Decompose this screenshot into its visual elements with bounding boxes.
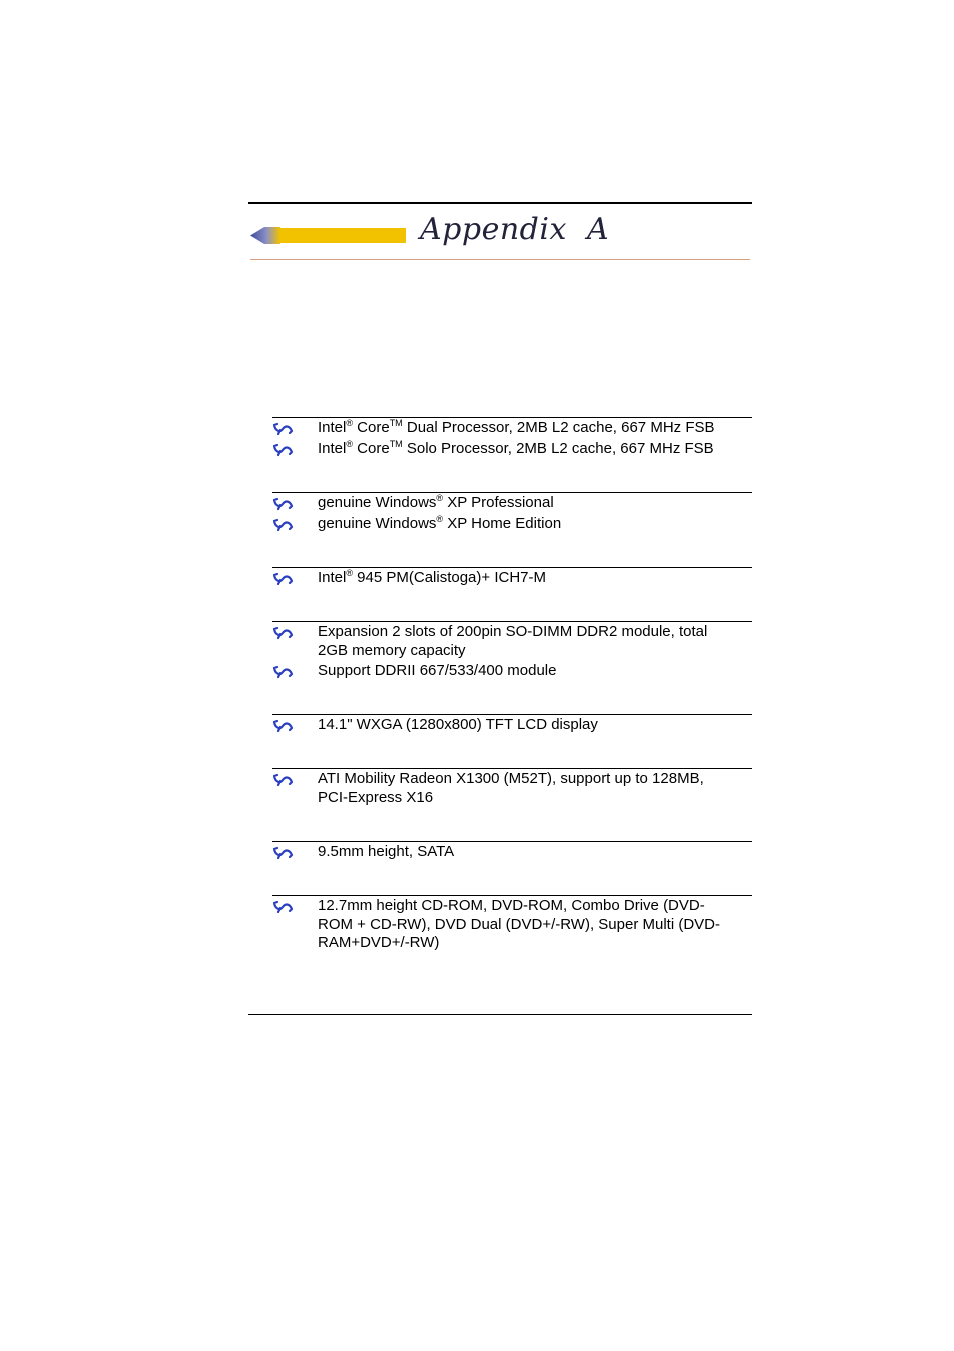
- processor-item-solo: Intel® Core™ Solo Processor, 2MB L2 cache, 667 MHz FSB: [318, 439, 714, 457]
- hdd-item: 9.5mm height, SATA: [318, 843, 455, 860]
- section-rule: [272, 492, 752, 493]
- swirl-bullet-icon: [272, 626, 294, 640]
- optical-item: 12.7mm height CD-ROM, DVD-ROM, Combo Drive (DVD- ROM + CD-RW), DVD Dual (DVD+/-RW), Super Multi (DVD- RAM+DVD+/-RW): [318, 897, 720, 951]
- appendix-title: Appendix A: [420, 212, 610, 247]
- bottom-rule: [248, 1014, 752, 1015]
- video-item: ATI Mobility Radeon X1300 (M52T), support up to 128MB, PCI-Express X16: [318, 770, 704, 806]
- swirl-bullet-icon: [272, 443, 294, 457]
- swirl-bullet-icon: [272, 572, 294, 586]
- section-rule: [272, 714, 752, 715]
- swirl-bullet-icon: [272, 422, 294, 436]
- swirl-bullet-icon: [272, 497, 294, 511]
- memory-item-expansion: Expansion 2 slots of 200pin SO-DIMM DDR2 module, total 2GB memory capacity: [318, 623, 708, 659]
- header-underline: [250, 259, 750, 260]
- swirl-bullet-icon: [272, 900, 294, 914]
- display-item: 14.1" WXGA (1280x800) TFT LCD display: [318, 716, 598, 733]
- top-rule: [248, 202, 752, 204]
- section-rule: [272, 621, 752, 622]
- swirl-bullet-icon: [272, 846, 294, 860]
- yellow-arrow-bar-icon: [250, 226, 406, 245]
- section-rule: [272, 417, 752, 418]
- memory-item-support: Support DDRII 667/533/400 module: [318, 662, 557, 679]
- swirl-bullet-icon: [272, 665, 294, 679]
- os-item-professional: genuine Windows® XP Professional: [318, 493, 554, 511]
- section-rule: [272, 895, 752, 896]
- swirl-bullet-icon: [272, 773, 294, 787]
- swirl-bullet-icon: [272, 518, 294, 532]
- swirl-bullet-icon: [272, 719, 294, 733]
- chipset-item: Intel® 945 PM(Calistoga)+ ICH7-M: [318, 568, 546, 586]
- section-rule: [272, 841, 752, 842]
- os-item-home: genuine Windows® XP Home Edition: [318, 514, 562, 532]
- processor-item-dual: Intel® Core™ Dual Processor, 2MB L2 cache, 667 MHz FSB: [318, 418, 715, 436]
- section-rule: [272, 567, 752, 568]
- section-rule: [272, 768, 752, 769]
